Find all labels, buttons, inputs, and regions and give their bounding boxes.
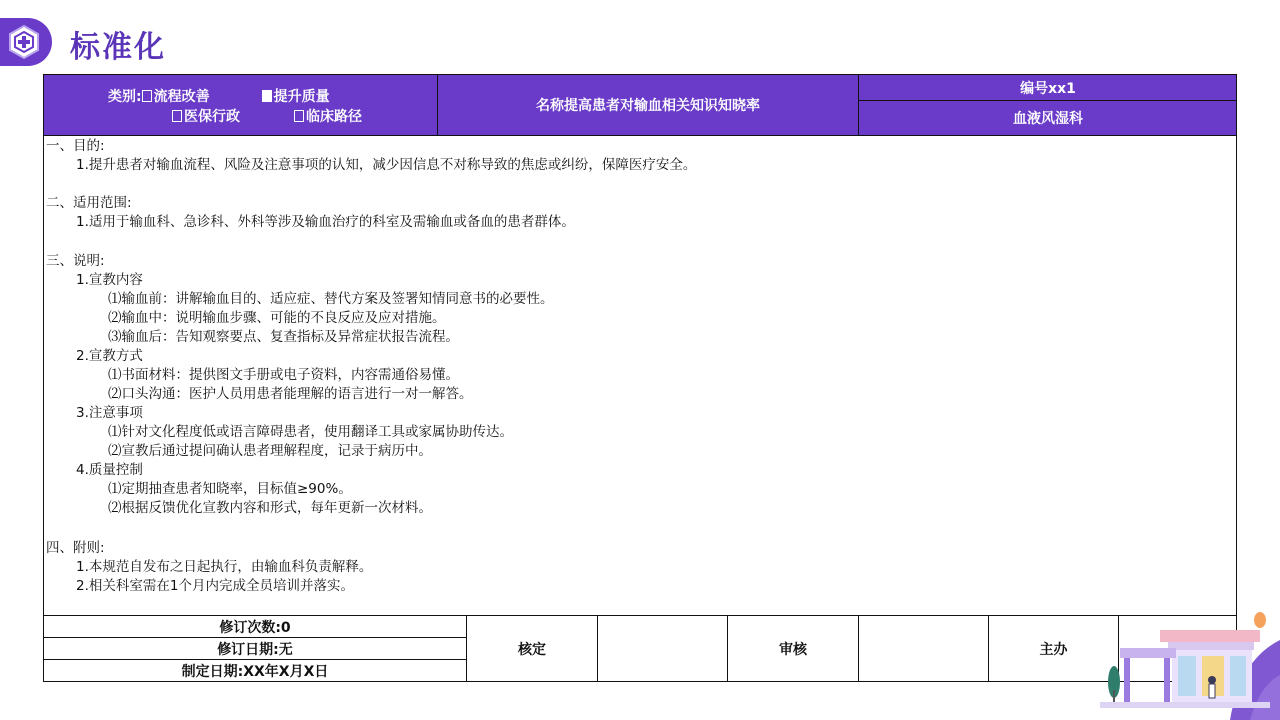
form-code: 编号xx1 (1020, 80, 1076, 97)
category-option-label: 临床路径 (306, 109, 362, 125)
section-title: 四、附则: (46, 540, 105, 556)
standard-form (43, 74, 1237, 682)
subsection-item: ⑶输血后：告知观察要点、复查指标及异常症状报告流程。 (108, 329, 459, 345)
category-option-label: 医保行政 (184, 109, 240, 125)
code-cell (859, 75, 1237, 101)
revision-count: 修订次数:0 (44, 616, 467, 638)
subsection-title: 2.宣教方式 (76, 348, 143, 364)
section-item: 1.提升患者对输血流程、风险及注意事项的认知，减少因信息不对称导致的焦虑或纠纷，保障医疗安全。 (76, 157, 697, 173)
subsection-item: ⑵口头沟通：医护人员用患者能理解的语言进行一对一解答。 (108, 386, 473, 402)
department-cell (859, 101, 1237, 135)
form-footer (44, 615, 1236, 682)
checkbox-insurance-admin[interactable] (172, 110, 182, 122)
category-label: 类别: (108, 89, 142, 105)
hexagon-plus-icon (6, 24, 42, 60)
revision-date: 修订日期:无 (44, 638, 467, 660)
section-item: 2.相关科室需在1个月内完成全员培训并落实。 (76, 578, 354, 594)
form-body (44, 137, 1236, 615)
category-cell (44, 75, 438, 135)
review-value-cell[interactable] (859, 616, 989, 682)
verify-label: 核定 (518, 642, 546, 658)
subsection-item: ⑴书面材料：提供图文手册或电子资料，内容需通俗易懂。 (108, 367, 459, 383)
section-title: 三、说明: (46, 253, 105, 269)
subsection-item: ⑴输血前：讲解输血目的、适应症、替代方案及签署知情同意书的必要性。 (108, 291, 554, 307)
hospital-illustration (1060, 590, 1280, 720)
logo-tab (0, 18, 52, 66)
section-title: 二、适用范围: (46, 195, 132, 211)
subsection-title: 3.注意事项 (76, 405, 143, 421)
subsection-item: ⑵宣教后通过提问确认患者理解程度，记录于病历中。 (108, 443, 432, 459)
subsection-item: ⑵根据反馈优化宣教内容和形式，每年更新一次材料。 (108, 500, 432, 516)
page-title: 标准化 (70, 30, 166, 65)
verify-label-cell (467, 616, 598, 682)
subsection-title: 4.质量控制 (76, 462, 143, 478)
department-name: 血液风湿科 (1013, 111, 1083, 127)
form-header (44, 75, 1236, 136)
verify-value-cell[interactable] (598, 616, 728, 682)
review-label: 审核 (779, 642, 807, 658)
category-option-label: 提升质量 (273, 89, 330, 105)
section-item: 1.本规范自发布之日起执行，由输血科负责解释。 (76, 559, 373, 575)
section-item: 1.适用于输血科、急诊科、外科等涉及输血治疗的科室及需输血或备血的患者群体。 (76, 214, 575, 230)
subsection-title: 1.宣教内容 (76, 272, 143, 288)
subsection-item: ⑵输血中：说明输血步骤、可能的不良反应及应对措施。 (108, 310, 446, 326)
checkbox-quality-improve[interactable] (262, 90, 272, 102)
review-label-cell (728, 616, 859, 682)
category-option-label: 流程改善 (153, 89, 210, 105)
checkbox-process-improve[interactable] (142, 90, 152, 102)
form-name: 名称提高患者对输血相关知识知晓率 (536, 98, 760, 114)
checkbox-clinical-pathway[interactable] (294, 110, 304, 122)
name-cell (438, 75, 859, 135)
host-label: 主办 (1039, 642, 1068, 658)
section-title: 一、目的: (46, 138, 105, 154)
subsection-item: ⑴针对文化程度低或语言障碍患者，使用翻译工具或家属协助传达。 (108, 424, 513, 440)
subsection-item: ⑴定期抽查患者知晓率，目标值≥90%。 (108, 481, 352, 497)
created-date: 制定日期:XX年X月X日 (44, 660, 467, 682)
